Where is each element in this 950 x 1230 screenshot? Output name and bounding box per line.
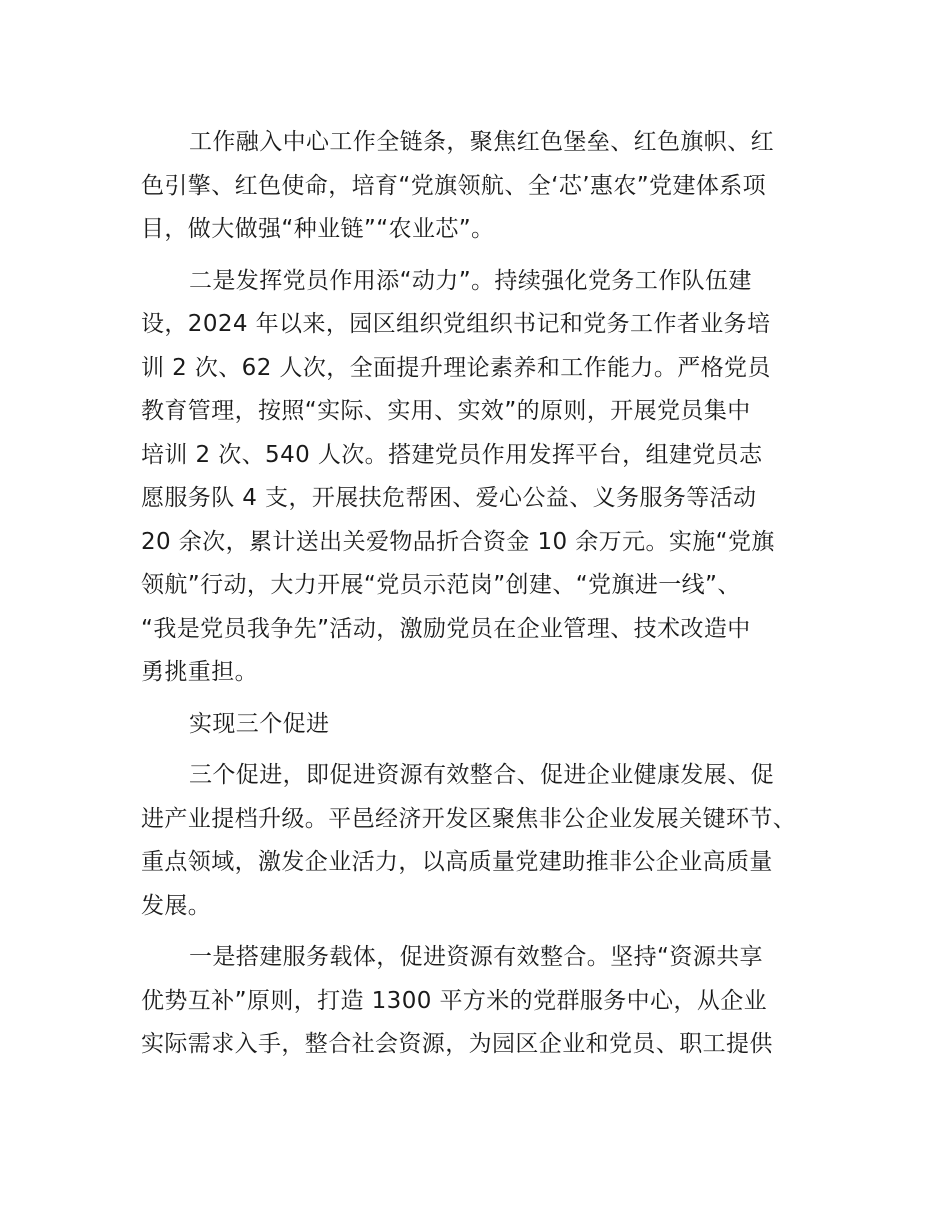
paragraph xyxy=(141,754,821,928)
text-line: 实际需求入手，整合社会资源，为园区企业和党员、职工提供 xyxy=(141,1031,773,1057)
section-heading xyxy=(141,703,821,747)
text-line: “我是党员我争先”活动，激励党员在企业管理、技术改造中 xyxy=(141,615,751,642)
text-line: 进产业提档升级。平邑经济开发区聚焦非公企业发展关键环节、 xyxy=(141,805,797,832)
text-line: 工作融入中心工作全链条，聚焦红色堡垒、红色旗帜、红 xyxy=(189,129,774,155)
text-line: 领航”行动，大力开展“党员示范岗”创建、“党旗进一线”、 xyxy=(141,572,741,598)
text-line: 重点领域，激发企业活力，以高质量党建助推非公企业高质量 xyxy=(141,849,773,875)
paragraph-spacer xyxy=(141,695,821,703)
paragraph xyxy=(141,260,821,695)
text-line: 培训 2 次、540 人次。搭建党员作用发挥平台，组建党员志 xyxy=(141,441,763,468)
text-line: 目，做大做强“种业链”“农业芯”。 xyxy=(141,216,495,242)
paragraph xyxy=(141,936,821,1067)
text-line: 愿服务队 4 支，开展扶危帮困、爱心公益、义务服务等活动 xyxy=(141,485,757,511)
text-line: 教育管理，按照“实际、实用、实效”的原则，开展党员集中 xyxy=(141,398,751,424)
text-line: 发展。 xyxy=(141,892,212,919)
text-line: 勇挑重担。 xyxy=(141,659,258,685)
paragraph-spacer xyxy=(141,746,821,754)
paragraph xyxy=(141,121,821,252)
text-line: 优势互补”原则，打造 1300 平方米的党群服务中心，从企业 xyxy=(141,987,768,1014)
text-line: 20 余次，累计送出关爱物品折合资金 10 余万元。实施“党旗 xyxy=(141,528,775,555)
text-line: 二是发挥党员作用添“动力”。持续强化党务工作队伍建 xyxy=(189,267,752,294)
text-line: 色引擎、红色使命，培育“党旗领航、全‘芯’惠农”党建体系项 xyxy=(141,172,767,199)
paragraph-spacer xyxy=(141,928,821,936)
text-line: 设，2024 年以来，园区组织党组织书记和党务工作者业务培 xyxy=(141,311,771,337)
text-line: 三个促进，即促进资源有效整合、促进企业健康发展、促 xyxy=(189,762,774,788)
text-line: 训 2 次、62 人次，全面提升理论素养和工作能力。严格党员 xyxy=(141,354,771,381)
text-line: 一是搭建服务载体，促进资源有效整合。坚持“资源共享 xyxy=(189,944,763,970)
paragraph-spacer xyxy=(141,252,821,260)
document-body xyxy=(141,121,821,1067)
heading-text: 实现三个促进 xyxy=(189,710,330,737)
